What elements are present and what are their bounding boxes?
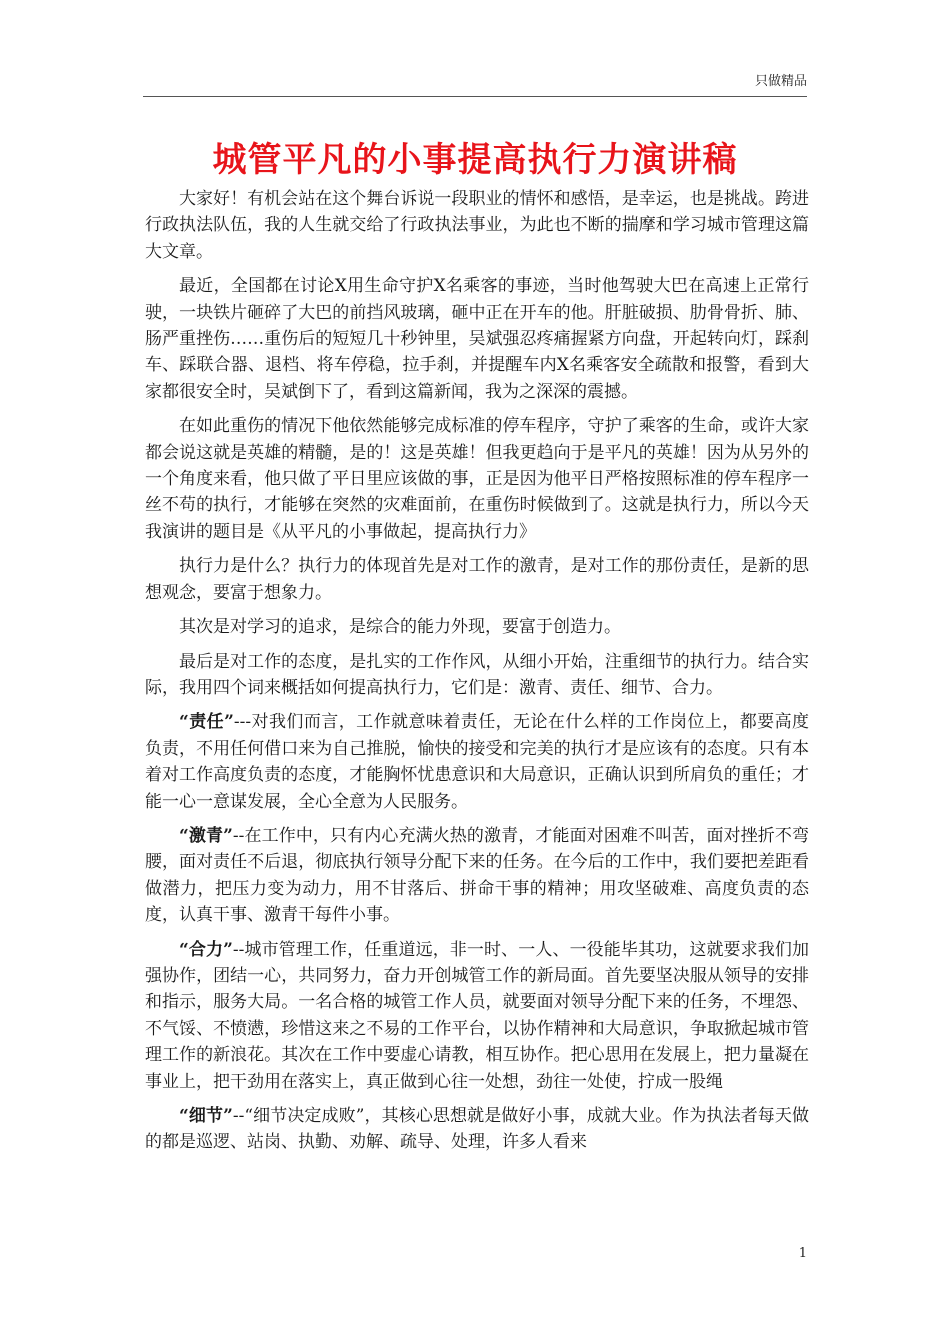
section-keyword: “细节”	[179, 1106, 233, 1126]
section-keyword: “激青”	[179, 825, 233, 846]
section-text: --城市管理工作，任重道远，非一时、一人、一役能毕其功，这就要求我们加强协作，团结一心，共同努力，奋力开创城管工作的新局面。首先要坚决服从领导的安排和指示，服务大局。一名合格的城管工作人员，就要面对领导分配下来的任务，不埋怨、不气馁、不愤懑，珍惜这来之不易的工作平台，以协作精神和大局意识，争取掀起城市管理工作的新浪花。其次在工作中要虚心请教，相互协作。把心思用在发展上，把力量凝在事业上，把干劲用在落实上，真正做到心往一处想，劲往一处使，拧成一股绳	[145, 939, 809, 1092]
paragraph: 其次是对学习的追求，是综合的能力外现，要富于创造力。	[179, 617, 621, 638]
page-number: 1	[798, 1246, 807, 1261]
section-responsibility	[145, 709, 809, 815]
document-title: 城管平凡的小事提高执行力演讲稿	[212, 140, 738, 180]
document-body	[145, 186, 809, 1164]
section-text: ---对我们而言，工作就意味着责任，无论在什么样的工作岗位上，都要高度负责，不用任何借口来为自己推脱，愉快的接受和完美的执行才是应该有的态度。只有本着对工作高度负责的态度，才能胸怀忧患意识和大局意识，正确认识到所肩负的重任；才能一心一意谋发展，全心全意为人民服务。	[145, 712, 810, 812]
section-keyword: “合力”	[179, 939, 233, 960]
paragraph: 最近，全国都在讨论X用生命守护X名乘客的事迹，当时他驾驶大巴在高速上正常行驶，一块铁片砸碎了大巴的前挡风玻璃，砸中正在开车的他。肝脏破损、肋骨骨折、肺、肠严重挫伤……重伤后的短短几十秒钟里，吴斌强忍疼痛握紧方向盘，开起转向灯，踩刹车、踩联合器、退档、将车停稳，拉手刹，并提醒车内X名乘客安全疏散和报警，看到大家都很安全时，吴斌倒下了，看到这篇新闻，我为之深深的震撼。	[145, 276, 809, 402]
section-keyword: “责任”	[179, 712, 234, 733]
section-detail	[145, 1103, 809, 1156]
section-text: --在工作中，只有内心充满火热的激青，才能面对困难不叫苦，面对挫折不弯腰，面对责任不后退，彻底执行领导分配下来的任务。在今后的工作中，我们要把差距看做潜力，把压力变为动力，用不甘落后、拼命干事的精神；用攻坚破难、高度负责的态度，认真干事、激青干每件小事。	[145, 825, 809, 926]
paragraph: 执行力是什么？执行力的体现首先是对工作的激青，是对工作的那份责任，是新的思想观念，要富于想象力。	[145, 556, 809, 603]
header-divider	[143, 96, 807, 97]
paragraph: 大家好！有机会站在这个舞台诉说一段职业的情怀和感悟，是幸运，也是挑战。跨进行政执法队伍，我的人生就交给了行政执法事业，为此也不断的揣摩和学习城市管理这篇大文章。	[145, 189, 809, 262]
section-teamwork	[145, 937, 809, 1095]
header-note: 只做精品	[754, 74, 807, 89]
paragraph: 在如此重伤的情况下他依然能够完成标准的停车程序，守护了乘客的生命，或许大家都会说这就是英雄的精髓，是的！这是英雄！但我更趋向于是平凡的英雄！因为从另外的一个角度来看，他只做了平日里应该做的事，正是因为他平日严格按照标准的停车程序一丝不苟的执行，才能够在突然的灾难面前，在重伤时候做到了。这就是执行力，所以今天我演讲的题目是《从平凡的小事做起，提高执行力》	[145, 416, 809, 542]
section-passion	[145, 823, 809, 929]
paragraph: 最后是对工作的态度，是扎实的工作作风，从细小开始，注重细节的执行力。结合实际，我用四个词来概括如何提高执行力，它们是：激青、责任、细节、合力。	[145, 651, 809, 698]
section-text: --“细节决定成败”，其核心思想就是做好小事，成就大业。作为执法者每天做的都是巡逻、站岗、执勤、劝解、疏导、处理，许多人看来	[145, 1106, 809, 1153]
